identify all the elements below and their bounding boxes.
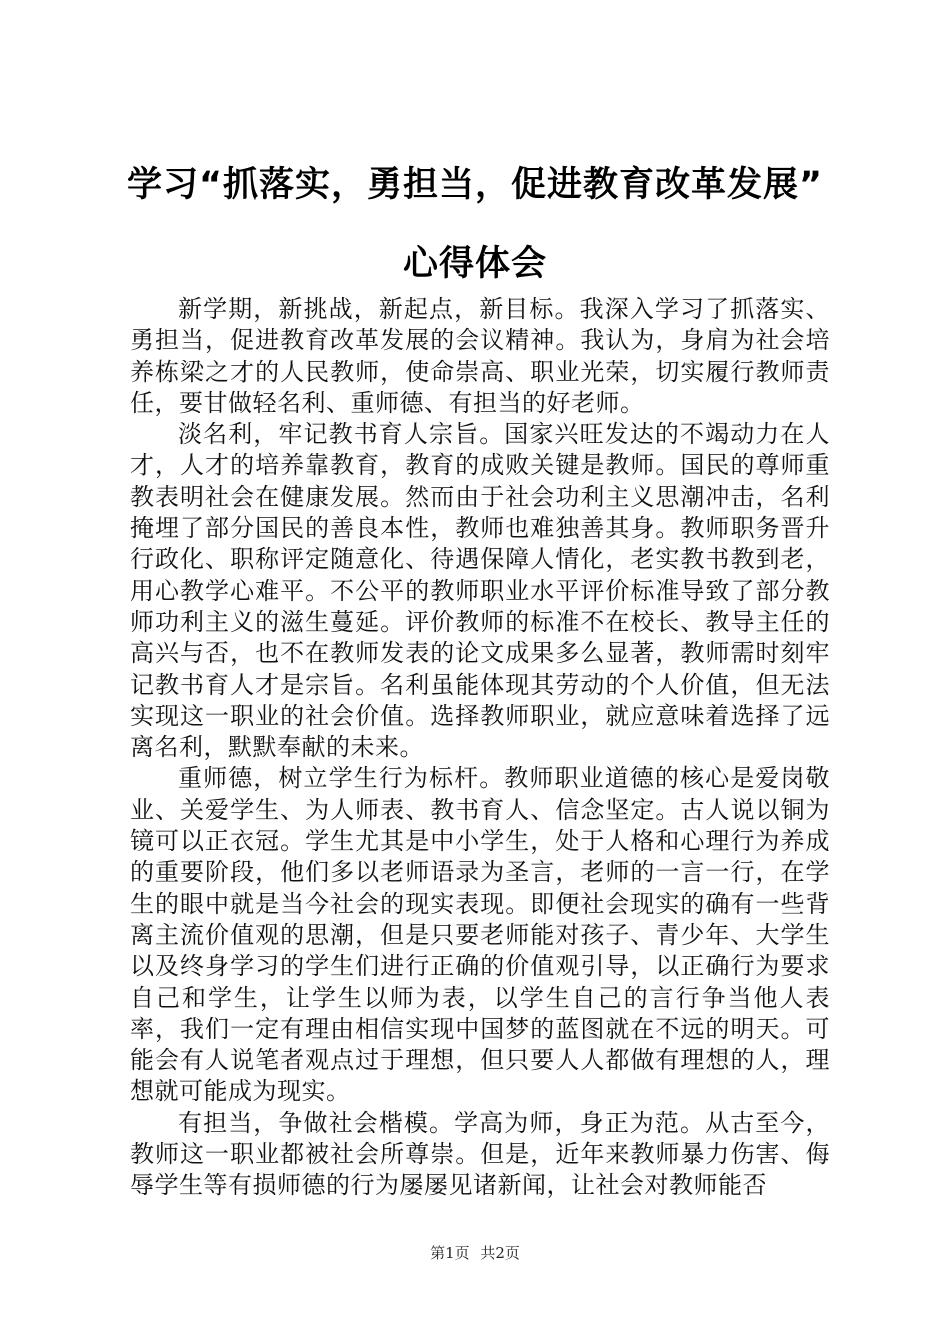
document-title-line-1: 学习“抓落实，勇担当，促进教育改革发展” bbox=[126, 165, 823, 205]
paragraph: 新学期，新挑战，新起点，新目标。我深入学习了抓落实、勇担当，促进教育改革发展的会议精神。我认为，身肩为社会培养栋梁之才的人民教师，使命崇高、职业光荣，切实履行教师责任，要甘做轻名利、重师德、有担当的好老师。 bbox=[130, 295, 830, 417]
paragraph: 重师德，树立学生行为标杆。教师职业道德的核心是爱岗敬业、关爱学生、为人师表、教书育人、信念坚定。古人说以铜为镜可以正衣冠。学生尤其是中小学生，处于人格和心理行为养成的重要阶段，他们多以老师语录为圣言，老师的一言一行，在学生的眼中就是当今社会的现实表现。即便社会现实的确有一些背离主流价值观的思潮，但是只要老师能对孩子、青少年、大学生以及终身学习的学生们进行正确的价值观引导，以正确行为要求自己和学生，让学生以师为表，以学生自己的言行争当他人表率，我们一定有理由相信实现中国梦的蓝图就在不远的明天。可能会有人说笔者观点过于理想，但只要人人都做有理想的人，理想就可能成为现实。 bbox=[130, 764, 830, 1106]
page-footer bbox=[0, 1243, 950, 1263]
page-total: 共2页 bbox=[480, 1244, 520, 1262]
paragraph: 淡名利，牢记教书育人宗旨。国家兴旺发达的不竭动力在人才，人才的培养靠教育，教育的成败关键是教师。国民的尊师重教表明社会在健康发展。然而由于社会功利主义思潮冲击，名利掩埋了部分国民的善良本性，教师也难独善其身。教师职务晋升行政化、职称评定随意化、待遇保障人情化，老实教书教到老，用心教学心难平。不公平的教师职业水平评价标准导致了部分教师功利主义的滋生蔓延。评价教师的标准不在校长、教导主任的高兴与否，也不在教师发表的论文成果多么显著，教师需时刻牢记教书育人才是宗旨。名利虽能体现其劳动的个人价值，但无法实现这一职业的社会价值。选择教师职业，就应意味着选择了远离名利，默默奉献的未来。 bbox=[130, 420, 830, 762]
document-body bbox=[130, 294, 830, 1202]
paragraph: 有担当，争做社会楷模。学高为师，身正为范。从古至今，教师这一职业都被社会所尊崇。但是，近年来教师暴力伤害、侮辱学生等有损师德的行为屡屡见诸新闻，让社会对教师能否 bbox=[130, 1108, 830, 1200]
page-number: 第1页 bbox=[430, 1244, 470, 1262]
document-title-line-2: 心得体会 bbox=[402, 244, 547, 284]
